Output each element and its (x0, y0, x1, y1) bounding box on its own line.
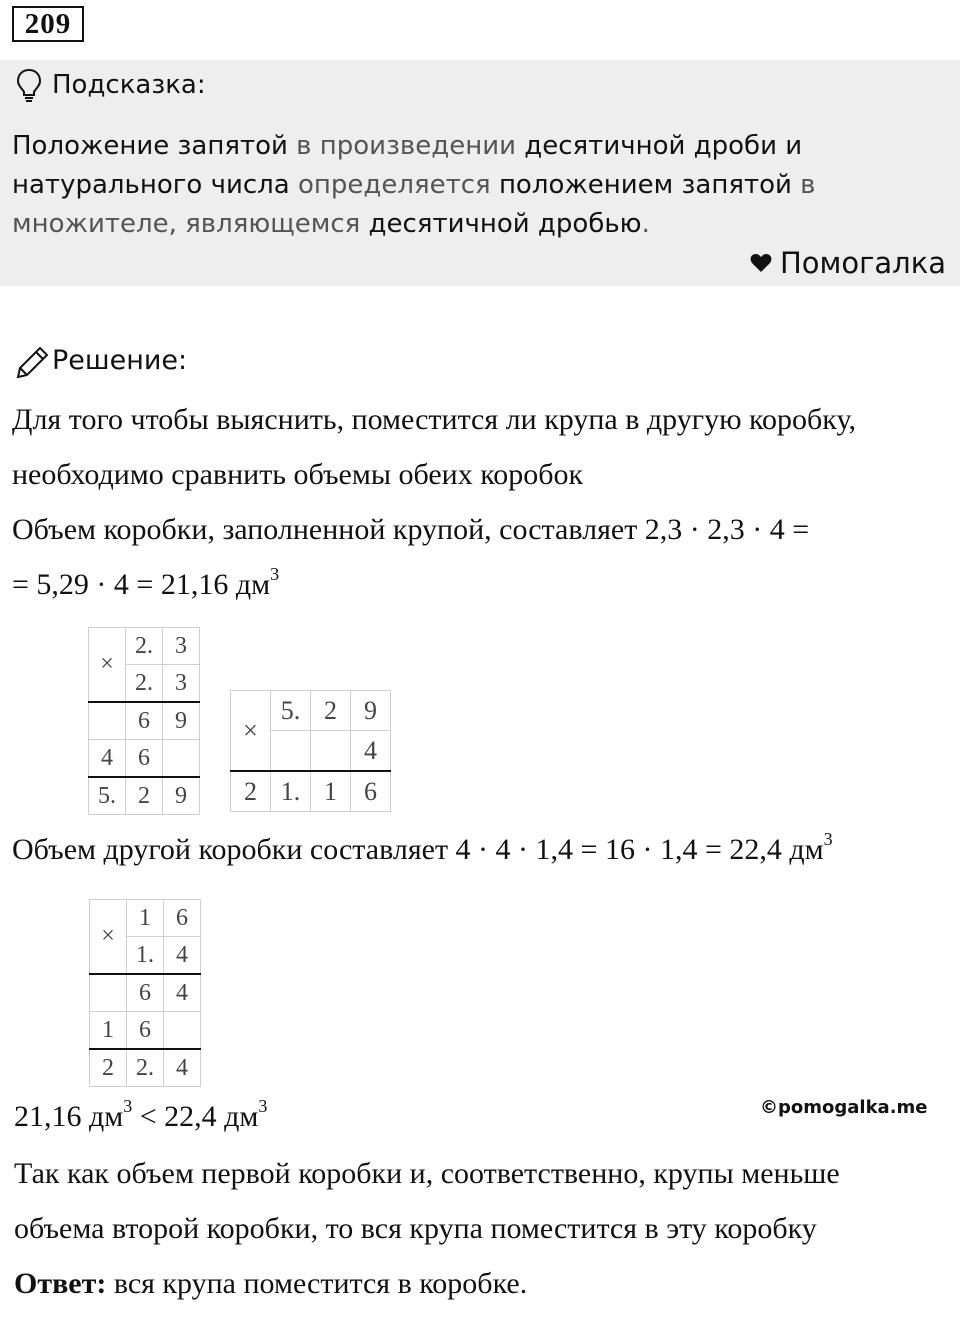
grid-cell: 2. (126, 628, 163, 665)
grid-cell: 2. (127, 1049, 164, 1087)
grid-cell (90, 974, 127, 1012)
grid-cell: 1 (127, 900, 164, 937)
grid-cell (271, 731, 311, 772)
grid-cell: × (231, 691, 271, 772)
grid-cell: 4 (164, 974, 201, 1012)
copyright: ©pomogalka.me (760, 1097, 928, 1118)
solution-line-7: Так как объем первой коробки и, соответственно, крупы меньше (14, 1157, 840, 1190)
grid-cell: 2 (311, 691, 351, 731)
grid-cell: 1 (90, 1012, 127, 1050)
multiplication-grid-2 (230, 690, 391, 812)
solution-line-3: Объем коробки, заполненной крупой, составляет 2,3 · 2,3 · 4 = (12, 513, 810, 546)
grid-cell: 4 (351, 731, 391, 772)
grid-cell: × (90, 900, 127, 975)
solution-line-5: Объем другой коробки составляет 4 · 4 · 1,4 = 16 · 1,4 = 22,4 $дм^3$ (12, 829, 833, 866)
grid-cell: 2 (231, 771, 271, 812)
grid-cell: 6 (164, 900, 201, 937)
grid-cell: 3 (163, 628, 200, 665)
grid-cell (164, 1012, 201, 1050)
grid-cell: 9 (351, 691, 391, 731)
grid-cell: 1. (271, 771, 311, 812)
grid-cell: 6 (127, 1012, 164, 1050)
grid-cell: 1. (127, 937, 164, 975)
hint-segment: десятичной дробью (368, 209, 642, 239)
hint-segment: . (641, 209, 650, 239)
grid-cell: 6 (351, 771, 391, 812)
grid-cell: 6 (127, 974, 164, 1012)
brand-name: Помогалка (780, 246, 946, 280)
lightbulb-icon (16, 68, 42, 102)
grid-cell: 4 (89, 740, 126, 778)
volume-comparison: 21,16 $дм^3 < 22,4$ $дм^3$ (14, 1096, 268, 1133)
multiplication-grid-1 (88, 627, 200, 815)
hint-segment: определяется (289, 170, 499, 200)
grid-cell: 6 (126, 740, 163, 778)
grid-cell: 1 (311, 771, 351, 812)
grid-cell: × (89, 628, 126, 703)
hint-title: Подсказка: (52, 70, 206, 100)
grid-cell: 6 (126, 702, 163, 740)
hint-segment: в произведении (287, 131, 525, 161)
pencil-icon (14, 346, 50, 380)
brand-label (750, 246, 946, 280)
grid-cell: 9 (163, 777, 200, 815)
heart-icon (750, 253, 772, 273)
grid-cell (163, 740, 200, 778)
hint-segment: в множителе, являющемся (12, 170, 816, 239)
grid-cell (89, 702, 126, 740)
hint-segment: десятичной дроби и натурального числа (12, 131, 803, 200)
hint-text (12, 127, 947, 244)
hint-segment: Положение запятой (12, 131, 288, 161)
grid-cell: 9 (163, 702, 200, 740)
grid-cell: 5. (271, 691, 311, 731)
answer-line (14, 1267, 527, 1301)
task-number: 209 (12, 6, 84, 42)
multiplication-grid-3 (89, 899, 201, 1087)
solution-line-2: необходимо сравнить объемы обеих коробок (12, 458, 584, 491)
answer-label: Ответ: (14, 1267, 107, 1300)
solution-line-1: Для того чтобы выяснить, поместится ли крупа в другую коробку, (12, 403, 856, 436)
hint-segment: положением запятой (498, 170, 792, 200)
grid-cell: 2 (90, 1049, 127, 1087)
solution-line-4: = 5,29 · 4 = 21,16 $дм^3$ (12, 564, 280, 601)
grid-cell (311, 731, 351, 772)
grid-cell: 4 (164, 1049, 201, 1087)
grid-cell: 2 (126, 777, 163, 815)
answer-text: вся крупа поместится в коробке. (106, 1267, 528, 1300)
solution-title: Решение: (52, 345, 188, 376)
grid-cell: 5. (89, 777, 126, 815)
grid-cell: 4 (164, 937, 201, 975)
solution-line-8: объема второй коробки, то вся крупа поместится в эту коробку (14, 1212, 817, 1245)
grid-cell: 2. (126, 665, 163, 703)
grid-cell: 3 (163, 665, 200, 703)
